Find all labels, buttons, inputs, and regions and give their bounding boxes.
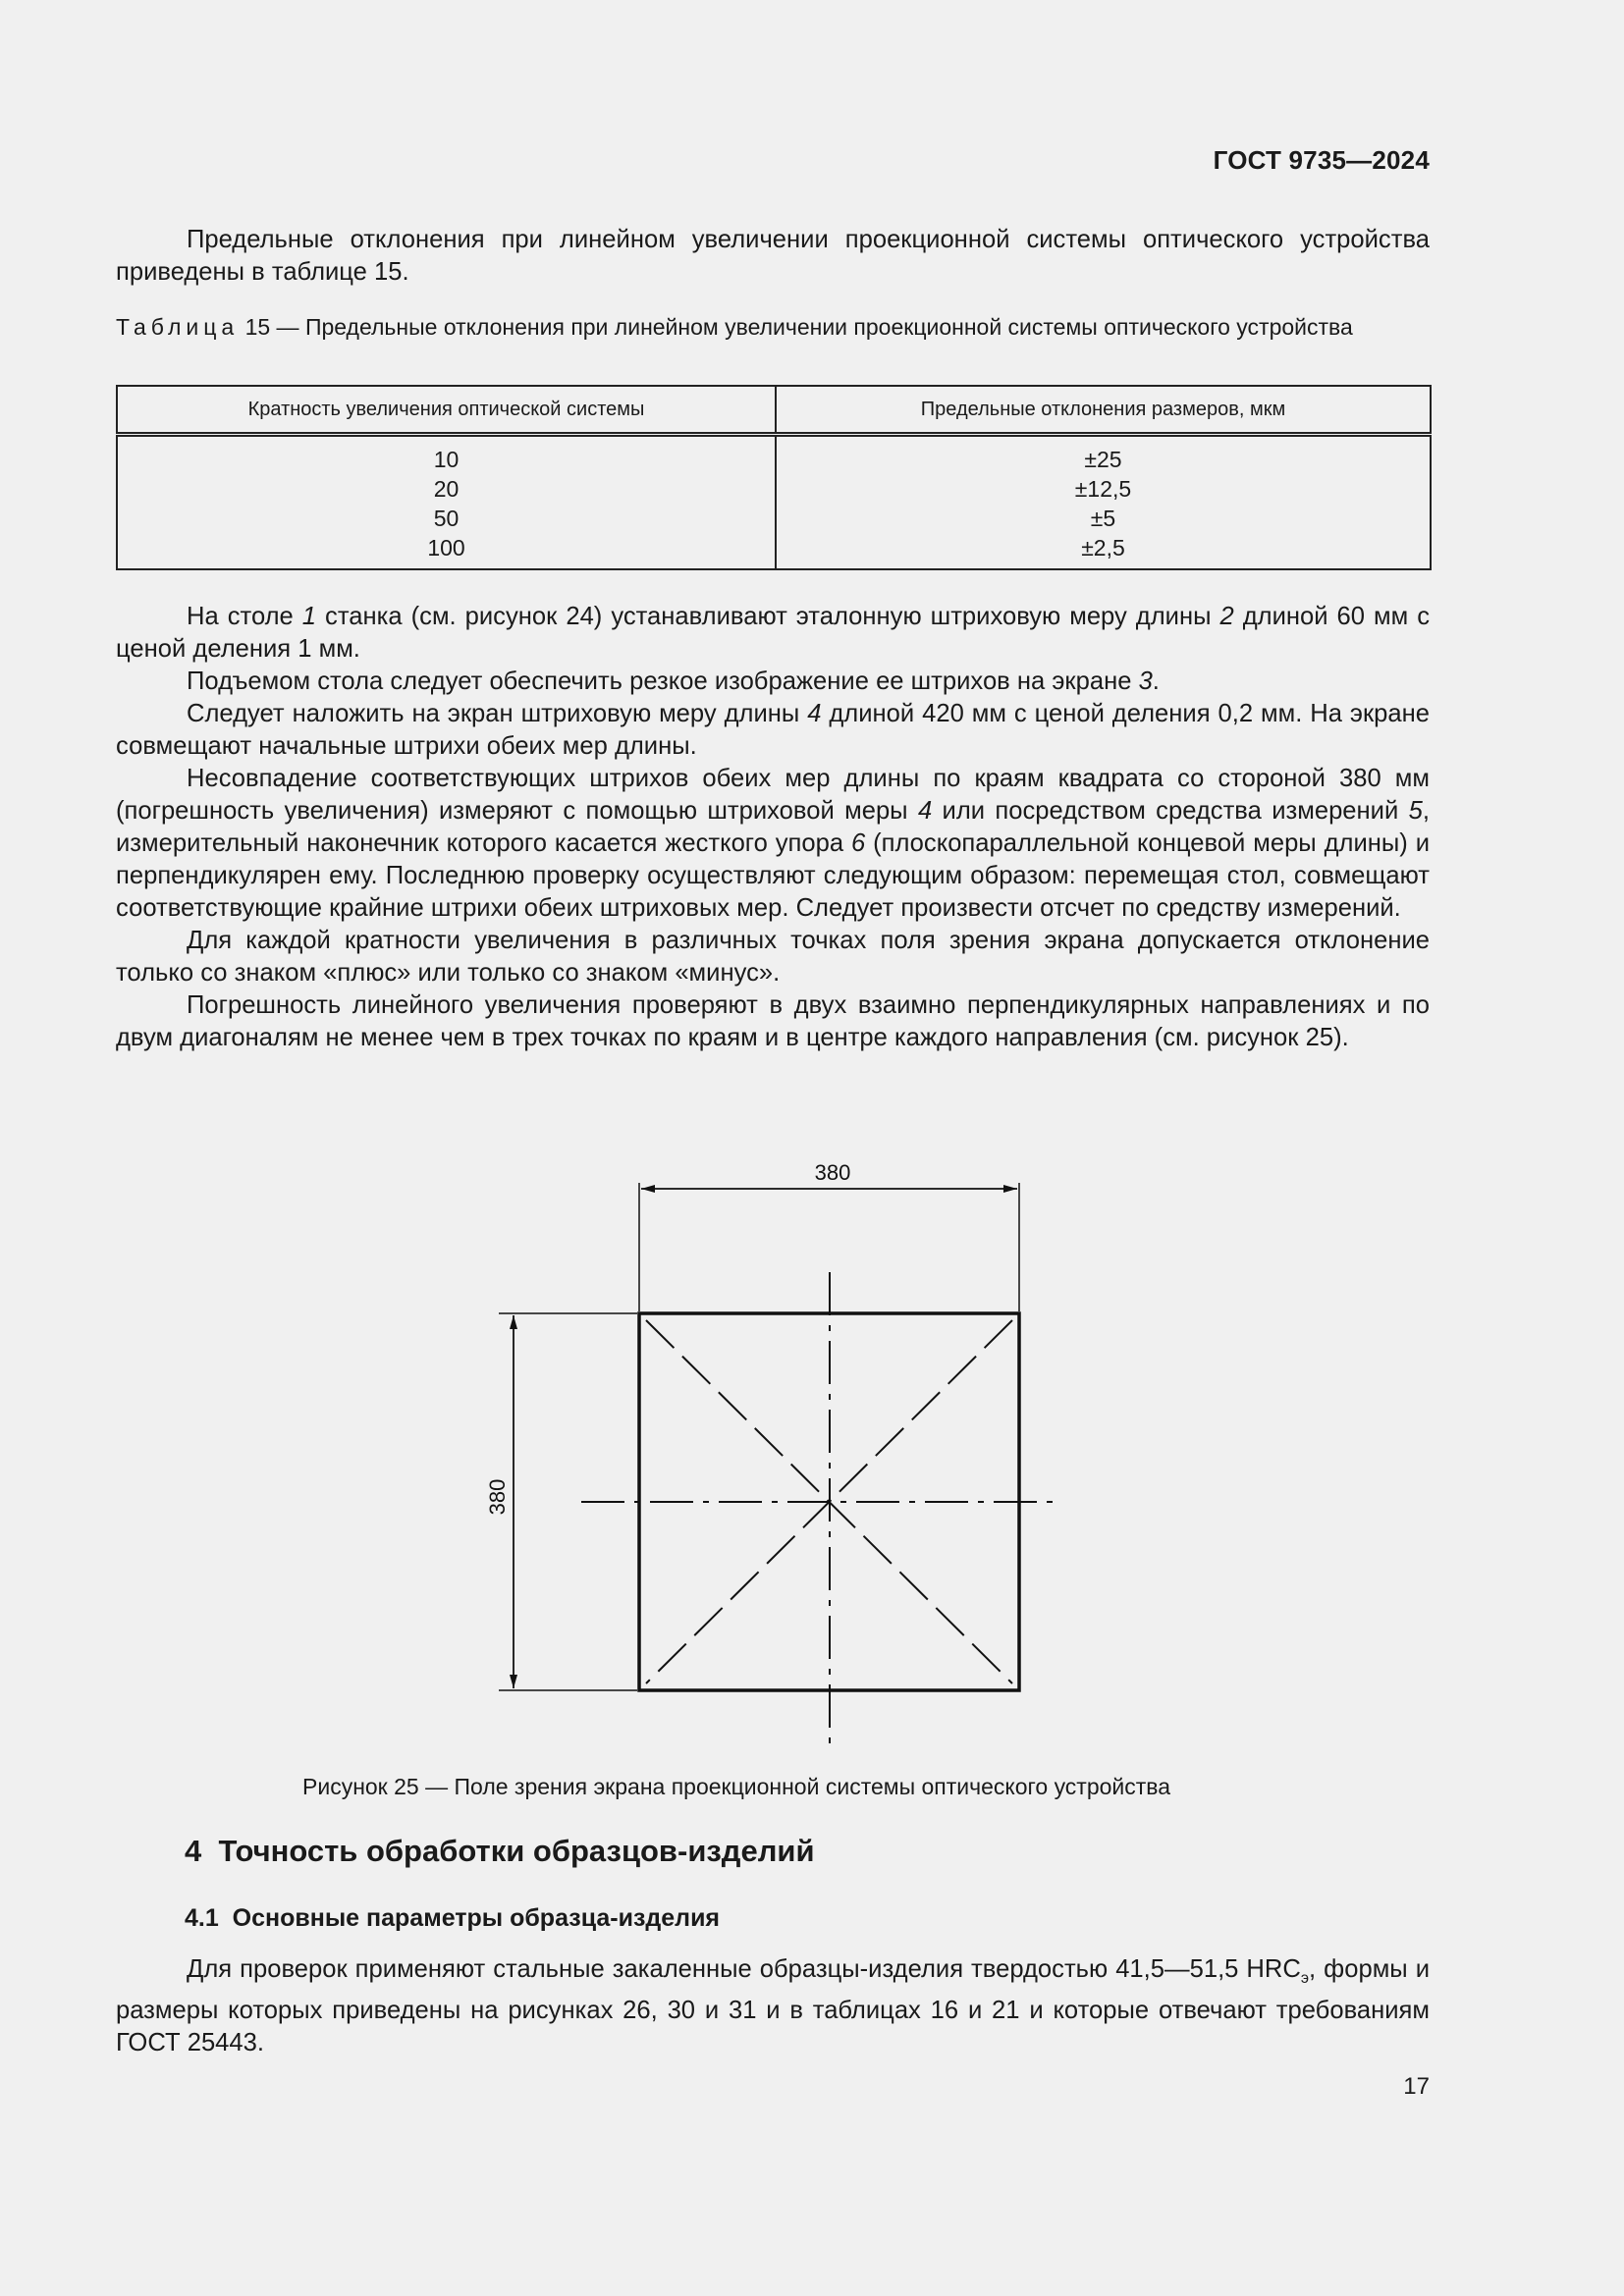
paragraph-4: Несовпадение соответствующих штрихов обеих мер длины по краям квадрата со стороной 380 мм (погрешность увеличения) измеряют с помощью штриховой меры 4 или посредством средства измерений 5, измерительный наконечник которого касается жесткого упора 6 (плоскопараллельной концевой меры длины) и перпендикулярен ему. Последнюю проверку осуществляют следующим образом: перемещая стол, совмещают соответствующие крайние штрихи обеих штриховых мер. Следует произвести отсчет по средству измерений. xyxy=(116,765,1430,922)
table-value: 50 xyxy=(433,506,460,531)
table-value: 20 xyxy=(433,476,460,502)
width-dimension-label: 380 xyxy=(814,1160,851,1185)
document-code: ГОСТ 9735—2024 xyxy=(1213,145,1430,175)
subsection-title: 4.1 Основные параметры образца-изделия xyxy=(185,1904,721,1932)
height-dimension-label: 380 xyxy=(485,1478,510,1516)
paragraph-6: Погрешность линейного увеличения проверяют в двух взаимно перпендикулярных направлениях и по двум диагоналям не менее чем в трех точках по краям и в центре каждого направления (см. рисунок 25). xyxy=(116,991,1430,1051)
figure-caption: Рисунок 25 — Поле зрения экрана проекционной системы оптического устройства xyxy=(302,1774,1171,1799)
table-header-tolerance: Предельные отклонения размеров, мкм xyxy=(776,386,1431,435)
table-value: ±12,5 xyxy=(1074,476,1132,502)
section-title: 4 Точность обработки образцов-изделий xyxy=(185,1834,815,1868)
section-paragraph: Для проверок применяют стальные закаленные образцы-изделия твердостью 41,5—51,5 $HRC_э$, формы и размеры которых приведены на рисунках 26, 30 и 31 и в таблицах 16 и 21 и которые отвечают требованиям ГОСТ 25443. xyxy=(116,1955,1430,2057)
page-number: 17 xyxy=(1403,2073,1430,2100)
paragraph-2: Подъемом стола следует обеспечить резкое изображение ее штрихов на экране 3. xyxy=(187,667,1160,695)
intro-paragraph: Предельные отклонения при линейном увеличении проекционной системы оптического устройства приведены в таблице 15. xyxy=(116,226,1430,286)
table-value: ±5 xyxy=(1090,506,1116,531)
paragraph-1: На столе 1 станка (см. рисунок 24) устанавливают эталонную штриховую меру длины 2 длиной 60 мм с ценой деления 1 мм. xyxy=(116,603,1431,663)
table-header-magnification: Кратность увеличения оптической системы xyxy=(117,386,776,435)
table-value: 10 xyxy=(433,447,460,472)
table-value: 100 xyxy=(427,535,465,561)
table-value: ±2,5 xyxy=(1081,535,1125,561)
table-caption-label: Таблица xyxy=(116,314,240,340)
table-caption-text: 15 — Предельные отклонения при линейном увеличении проекционной системы оптического устройства xyxy=(244,314,1353,340)
table-value: ±25 xyxy=(1084,447,1122,472)
paragraph-5: Для каждой кратности увеличения в различных точках поля зрения экрана допускается отклонение только со знаком «плюс» или только со знаком «минус». xyxy=(116,927,1430,987)
paragraph-3: Следует наложить на экран штриховую меру длины 4 длиной 420 мм с ценой деления 0,2 мм. На экране совмещают начальные штрихи обеих мер длины. xyxy=(116,700,1430,760)
